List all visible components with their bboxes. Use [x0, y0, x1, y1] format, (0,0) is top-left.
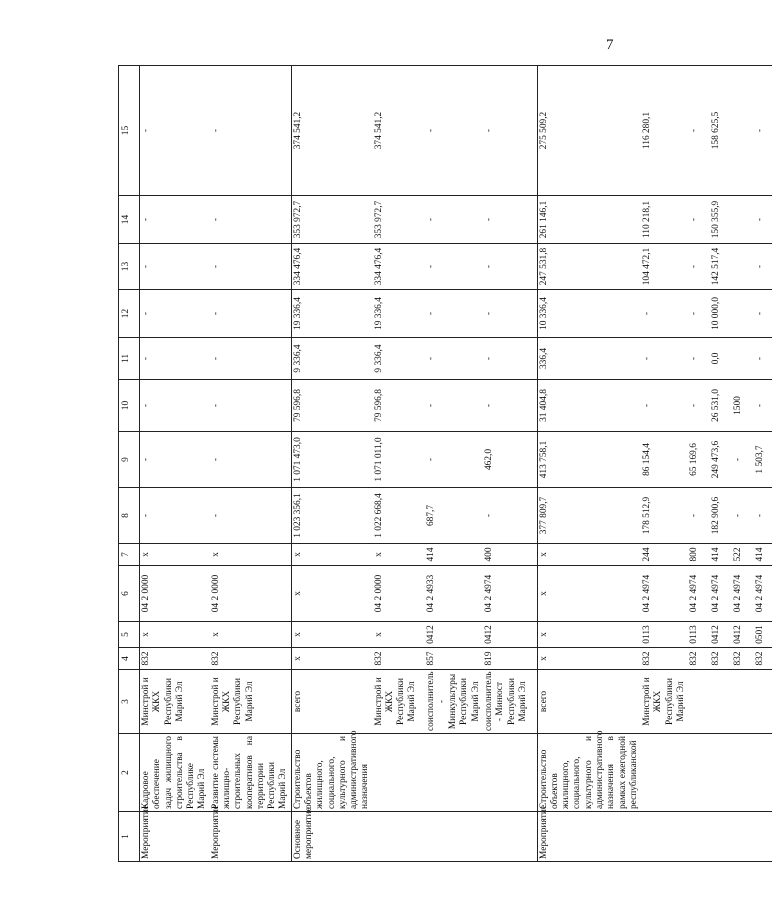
table-cell: - [140, 488, 210, 544]
table-cell: 9 336,4 [291, 338, 372, 380]
table-cell: 1 071 011,0 [373, 432, 425, 488]
table-cell [754, 734, 772, 812]
table-cell: х [291, 648, 372, 670]
table-row [732, 66, 754, 862]
table-cell: 31 404,8 [537, 380, 641, 432]
table-cell: - [425, 196, 483, 244]
table-cell [373, 812, 425, 862]
table-cell: 26 531,0 [710, 380, 732, 432]
table-cell: - [140, 290, 210, 338]
table-cell: 0501 [754, 622, 772, 648]
table-cell: х [373, 622, 425, 648]
table-cell [732, 670, 754, 734]
table-cell: 79 596,8 [373, 380, 425, 432]
table-cell: Мероприятие [210, 812, 291, 862]
table-cell: Минстрой и ЖКХ Республики Марий Эл [140, 670, 210, 734]
table-cell: - [688, 196, 710, 244]
table-cell: 247 531,8 [537, 244, 641, 290]
table-cell: - [688, 244, 710, 290]
table-cell: 9 336,4 [373, 338, 425, 380]
table-row [754, 66, 772, 862]
table-cell [732, 734, 754, 812]
table-cell: 04 2 4974 [732, 566, 754, 622]
table-cell: соисполнитель - Минкультуры Республики Марий Эл [425, 670, 483, 734]
table-cell: х [140, 622, 210, 648]
table-cell: 04 2 4974 [754, 566, 772, 622]
table-cell: 819 [483, 648, 537, 670]
table-row [140, 66, 210, 862]
table-cell: 1 022 668,4 [373, 488, 425, 544]
table-cell: - [754, 244, 772, 290]
table-cell: 1500 [732, 380, 754, 432]
table-cell: 1 503,7 [754, 432, 772, 488]
table-cell: 522 [732, 544, 754, 566]
table-cell: - [754, 290, 772, 338]
table-row [710, 66, 732, 862]
column-header: 3 [119, 670, 140, 734]
table-cell: 110 218,1 [641, 196, 688, 244]
table-cell: 158 625,5 [710, 66, 732, 196]
table-cell: 0412 [425, 622, 483, 648]
table-cell: 336,4 [537, 338, 641, 380]
table-cell: - [210, 196, 291, 244]
table-cell: - [754, 488, 772, 544]
column-header: 5 [119, 622, 140, 648]
table-cell: х [210, 622, 291, 648]
table-cell [732, 196, 754, 244]
table-cell: 116 280,1 [641, 66, 688, 196]
table-cell [688, 812, 710, 862]
table-cell [732, 290, 754, 338]
table-cell: - [688, 290, 710, 338]
table-cell: - [425, 244, 483, 290]
column-header: 10 [119, 380, 140, 432]
table-cell: 462,0 [483, 432, 537, 488]
table-cell: 334 476,4 [373, 244, 425, 290]
table-cell: - [641, 338, 688, 380]
table-cell: 832 [732, 648, 754, 670]
table-cell: 377 809,7 [537, 488, 641, 544]
table-cell: 832 [754, 648, 772, 670]
table-cell: - [754, 380, 772, 432]
column-header: 7 [119, 544, 140, 566]
table-cell: х [291, 566, 372, 622]
table-cell: 19 336,4 [373, 290, 425, 338]
table-cell: - [754, 338, 772, 380]
table-cell: 1 071 473,0 [291, 432, 372, 488]
table-cell: 79 596,8 [291, 380, 372, 432]
table-cell: 04 2 4974 [710, 566, 732, 622]
table-cell: - [425, 66, 483, 196]
table-cell: - [732, 432, 754, 488]
table-cell: - [210, 380, 291, 432]
table-cell: 832 [688, 648, 710, 670]
column-header: 2 [119, 734, 140, 812]
table-cell: 178 512,9 [641, 488, 688, 544]
table-cell: 0412 [732, 622, 754, 648]
table-row [537, 66, 641, 862]
table-cell: - [754, 196, 772, 244]
table-cell: - [483, 196, 537, 244]
table-cell: 832 [710, 648, 732, 670]
table-row [210, 66, 291, 862]
table-cell: - [140, 338, 210, 380]
table-cell: - [732, 488, 754, 544]
table-cell: 353 972,7 [373, 196, 425, 244]
table-cell: - [140, 66, 210, 196]
table-cell: 857 [425, 648, 483, 670]
table-cell: 10 336,4 [537, 290, 641, 338]
table-cell: Мероприятие [140, 812, 210, 862]
table-cell: 334 476,4 [291, 244, 372, 290]
table-cell: 374 541,2 [373, 66, 425, 196]
table-cell: 10 000,0 [710, 290, 732, 338]
table-row [425, 66, 483, 862]
table-cell: - [483, 244, 537, 290]
column-header: 4 [119, 648, 140, 670]
table-cell: - [688, 488, 710, 544]
table-cell [688, 670, 710, 734]
table-cell: 0113 [641, 622, 688, 648]
table-cell: - [425, 380, 483, 432]
table-cell: 374 541,2 [291, 66, 372, 196]
table-cell: - [688, 338, 710, 380]
header-row [119, 66, 140, 862]
table-row [483, 66, 537, 862]
table-cell: - [641, 380, 688, 432]
table-row [688, 66, 710, 862]
table-cell: 0412 [483, 622, 537, 648]
table-cell: - [210, 338, 291, 380]
table-cell: 142 517,4 [710, 244, 732, 290]
table-cell: Минстрой и ЖКХ Республики Марий Эл [641, 670, 688, 734]
table-cell: 244 [641, 544, 688, 566]
table-cell: х [291, 622, 372, 648]
table-cell: 04 2 4974 [688, 566, 710, 622]
table-cell: - [483, 66, 537, 196]
table-cell: 104 472,1 [641, 244, 688, 290]
table-cell: 04 2 4974 [641, 566, 688, 622]
table-cell: Развитие системы жилищно-строительных кооперативов на территории Республики Марий Эл [210, 734, 291, 812]
table-cell: 832 [373, 648, 425, 670]
table-cell [732, 66, 754, 196]
table-cell: 65 169,6 [688, 432, 710, 488]
table-cell [732, 338, 754, 380]
rotated-table-container [118, 111, 766, 862]
table-cell: - [483, 380, 537, 432]
table-cell: - [140, 244, 210, 290]
column-header: 12 [119, 290, 140, 338]
table-cell [425, 812, 483, 862]
table-cell: всего [291, 670, 372, 734]
column-header: 1 [119, 812, 140, 862]
table-cell: - [140, 380, 210, 432]
table-cell: Кадровое обеспечение задач жилищного строительства в Республике Марий Эл [140, 734, 210, 812]
page-number: 7 [606, 37, 614, 53]
table-cell: х [537, 544, 641, 566]
column-header: 15 [119, 66, 140, 196]
column-header: 13 [119, 244, 140, 290]
table-cell: 04 2 0000 [210, 566, 291, 622]
table-cell: 04 2 0000 [373, 566, 425, 622]
table-cell [688, 734, 710, 812]
table-cell: 0412 [710, 622, 732, 648]
table-cell [754, 670, 772, 734]
table-cell: 832 [140, 648, 210, 670]
table-cell: 261 146,1 [537, 196, 641, 244]
table-cell: 249 473,6 [710, 432, 732, 488]
table-cell [710, 812, 732, 862]
table-cell: - [210, 488, 291, 544]
table-cell: - [210, 244, 291, 290]
table-cell: Основное мероприятие [291, 812, 372, 862]
table-cell: - [483, 488, 537, 544]
column-header: 8 [119, 488, 140, 544]
table-cell: Строительство объектов жилищного, социального, культурного и административного назначения [291, 734, 372, 812]
table-cell [373, 734, 425, 812]
table-cell: - [425, 290, 483, 338]
column-header: 6 [119, 566, 140, 622]
table-cell: - [483, 338, 537, 380]
table-cell: - [140, 196, 210, 244]
table-cell: 414 [425, 544, 483, 566]
table-cell [641, 734, 688, 812]
table-cell [710, 670, 732, 734]
table-cell: 832 [641, 648, 688, 670]
table-cell [710, 734, 732, 812]
table-cell: 0,0 [710, 338, 732, 380]
table-cell: 414 [710, 544, 732, 566]
table-cell: Строительство объектов жилищного, социального, культурного и административного назначения в рамках ежегодной республиканской [537, 734, 641, 812]
table-cell: 414 [754, 544, 772, 566]
table-cell: Минстрой и ЖКХ Республики Марий Эл [210, 670, 291, 734]
table-cell: - [210, 290, 291, 338]
table-cell: х [210, 544, 291, 566]
table-cell: 0113 [688, 622, 710, 648]
table-cell: х [537, 648, 641, 670]
table-cell: 04 2 4933 [425, 566, 483, 622]
table-cell: - [483, 290, 537, 338]
table-cell: 19 336,4 [291, 290, 372, 338]
table-cell: 413 758,1 [537, 432, 641, 488]
table-row [291, 66, 372, 862]
table-cell [483, 812, 537, 862]
table-cell: - [688, 66, 710, 196]
table-cell: х [537, 566, 641, 622]
table-cell: 04 2 4974 [483, 566, 537, 622]
table-cell [425, 734, 483, 812]
table-cell: 04 2 0000 [140, 566, 210, 622]
table-cell: 275 509,2 [537, 66, 641, 196]
table-cell: - [425, 338, 483, 380]
table-cell [754, 812, 772, 862]
table-cell: - [210, 66, 291, 196]
table-cell [641, 812, 688, 862]
column-header: 9 [119, 432, 140, 488]
column-header: 11 [119, 338, 140, 380]
table-cell: - [425, 432, 483, 488]
table-cell: х [373, 544, 425, 566]
table-row [641, 66, 688, 862]
table-cell: 353 972,7 [291, 196, 372, 244]
table-cell: 400 [483, 544, 537, 566]
table-cell: - [688, 380, 710, 432]
table-cell: 150 355,9 [710, 196, 732, 244]
table-cell: Минстрой и ЖКХ Республики Марий Эл [373, 670, 425, 734]
table-cell: х [537, 622, 641, 648]
table-cell: 182 900,6 [710, 488, 732, 544]
table-cell: - [140, 432, 210, 488]
table-cell: 832 [210, 648, 291, 670]
table-cell: х [291, 544, 372, 566]
table-row [373, 66, 425, 862]
program-table [118, 65, 772, 862]
table-cell: Мероприятие [537, 812, 641, 862]
table-cell: соисполнитель - Минюст Республики Марий Эл [483, 670, 537, 734]
table-cell: - [210, 432, 291, 488]
table-cell: 800 [688, 544, 710, 566]
table-cell [483, 734, 537, 812]
table-cell: всего [537, 670, 641, 734]
table-cell: 86 154,4 [641, 432, 688, 488]
table-cell: - [754, 66, 772, 196]
table-body [140, 66, 772, 862]
table-cell: 687,7 [425, 488, 483, 544]
table-cell: - [641, 290, 688, 338]
table-cell [732, 812, 754, 862]
table-cell [732, 244, 754, 290]
table-cell: х [140, 544, 210, 566]
column-header: 14 [119, 196, 140, 244]
table-cell: 1 023 356,1 [291, 488, 372, 544]
